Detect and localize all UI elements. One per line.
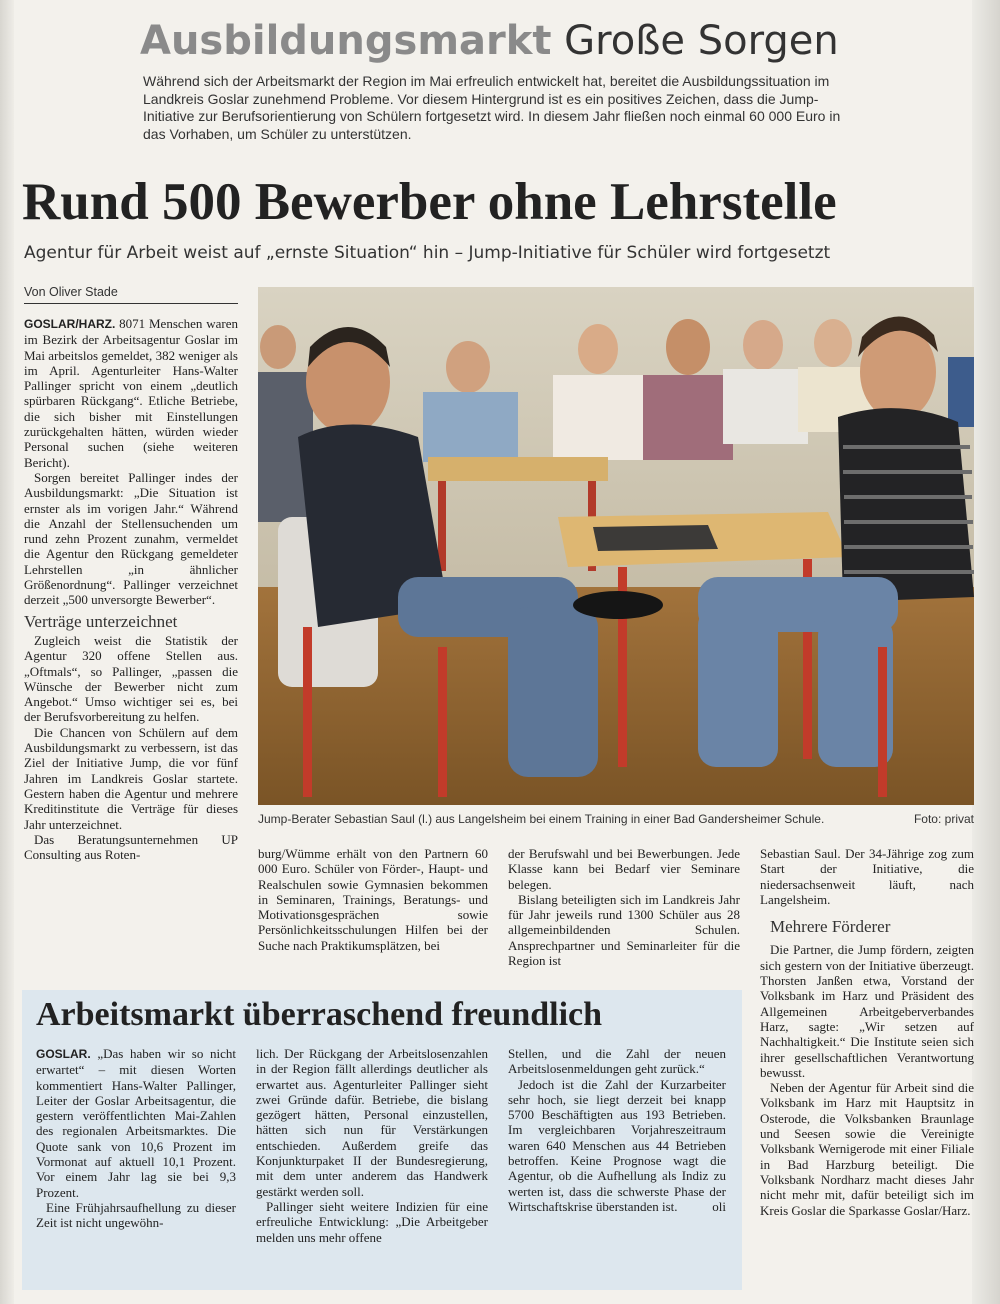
kicker-title: Große Sorgen: [564, 18, 839, 64]
col4-para-3: Neben der Agentur für Arbeit sind die Volksbank im Harz mit Hauptsitz in Osterode, die Volksbanken Braunlage und Seesen sowie die Vereinigte Volksbank Wernigerode mit einer Filiale in Bad Harzburg beteiligt. Die Volksbank Nordharz macht dieses Jahr nicht mehr mit, dafür beteiligt sich im Kreis Goslar die Sparkasse Goslar/Harz.: [760, 1080, 974, 1218]
col4-para-2: Die Partner, die Jump fördern, zeigten sich gestern von der Initiative überzeugt. Thorsten Janßen etwa, Vorstand der Volksbank im Harz und Präsident des Allgemeinen Arbeitgeberverbandes Harz, sagte: „Wir setzen auf Nachhaltigkeit.“ Die Institute seien sich ihrer gesellschaftlichen Verantwortung bewusst.: [760, 942, 974, 1080]
headline: Rund 500 Bewerber ohne Lehrstelle: [22, 173, 837, 231]
dateline: GOSLAR/HARZ.: [24, 317, 116, 331]
box-column-1: [36, 1046, 236, 1231]
box-column-2: [256, 1046, 488, 1245]
caption-text: Jump-Berater Sebastian Saul (l.) aus Langelsheim bei einem Training in einer Bad Gandersheimer Schule.: [258, 812, 825, 826]
subheading-vertraege: Verträge unterzeichnet: [24, 611, 178, 631]
box-col1-para-2: Eine Frühjahrsaufhellung zu dieser Zeit ist nicht ungewöhn-: [36, 1199, 236, 1231]
col3-para-2: Bislang beteiligten sich im Landkreis Jahr für Jahr jeweils rund 1300 Schüler aus 28 allgemeinbildenden Schulen. Ansprechpartner und Seminarleiter für die Region ist: [508, 891, 740, 969]
box-col3-para-1: Stellen, und die Zahl der neuen Arbeitslosenmeldungen geht zurück.“: [508, 1046, 726, 1077]
col1-para-1: 8071 Menschen waren im Bezirk der Arbeitsagentur Goslar im Mai arbeitslos gemeldet, 382 weniger als im April. Agenturleiter Hans-Walter Pallinger spricht von einem „deutlich spürbaren Rückgang“. Etliche Betriebe, die sich bisher mit Einstellungen zurückgehalten hätten, würden wieder Personal suchen (siehe weiteren Bericht).: [24, 316, 239, 470]
subheading-foerderer: Mehrere Förderer: [770, 917, 891, 937]
article-column-3: [508, 846, 740, 968]
box-author: oli: [712, 1198, 726, 1214]
box-col1-para-1: „Das haben wir so nicht erwartet“ – mit diesen Worten kommentiert Hans-Walter Pallinger, Leiter der Goslar Arbeitsagentur, die gestern veröffentlichten Mai-Zahlen des regionalen Arbeitsmarktes. Die Quote sank von 10,6 Prozent im Vormonat auf aktuell 10,1 Prozent. Vor einem Jahr lag sie bei 9,3 Prozent.: [36, 1046, 236, 1200]
box-headline: Arbeitsmarkt überraschend freundlich: [36, 996, 603, 1033]
col3-para-1: der Berufswahl und bei Bewerbungen. Jede Klasse kann bei Bedarf vier Seminare belegen.: [508, 846, 740, 892]
article-column-2: [258, 846, 488, 953]
photo-credit: Foto: privat: [913, 812, 974, 826]
photo-illustration: [258, 287, 974, 805]
photo-caption: [258, 812, 974, 826]
kicker-label: Ausbildungsmarkt: [140, 18, 552, 64]
page-edge-left: [0, 0, 14, 1304]
box-col2-para-1: lich. Der Rückgang der Arbeitslosenzahlen in der Region fällt allerdings deutlicher als erwartet aus. Agenturleiter Pallinger sieht zwei Gründe dafür. Betriebe, die bislang gezögert hätten, Personal einzustellen, hätten sich nun für Verstärkungen entschieden. Außerdem greife das Konjunkturpaket II der Bundesregierung, mit dem unter anderem das Handwerk gestärkt werden soll.: [256, 1046, 488, 1199]
lead-paragraph: Während sich der Arbeitsmarkt der Region im Mai erfreulich entwickelt hat, bereitet die Ausbildungssituation im Landkreis Goslar zunehmend Probleme. Vor diesem Hintergrund ist es ein positives Zeichen, dass die Jump-Initiative zur Berufsorientierung von Schülern fortgesetzt wird. In diesem Jahr fließen noch einmal 60 000 Euro in das Vorhaben, um Schüler zu unterstützen.: [143, 73, 841, 142]
subheadline: Agentur für Arbeit weist auf „ernste Situation“ hin – Jump-Initiative für Schüler wird fortgesetzt: [24, 243, 831, 263]
col4-para-1: Sebastian Saul. Der 34-Jährige zog zum Start der Initiative, die niedersachsenweit läuft, nach Langelsheim.: [760, 846, 974, 907]
col1-para-3: Zugleich weist die Statistik der Agentur 320 offene Stellen aus. „Oftmals“, so Pallinger, „passen die Wünsche der Bewerber nicht zum Angebot.“ Umso wichtiger sei es, bei der Berufsvorbereitung zu helfen.: [24, 632, 238, 725]
col1-para-5: Das Beratungsunternehmen UP Consulting aus Roten-: [24, 831, 238, 863]
article-column-4: [760, 846, 974, 1218]
kicker: [140, 18, 839, 64]
article-column-1: [24, 316, 238, 862]
box-dateline: GOSLAR.: [36, 1047, 91, 1061]
box-column-3: [508, 1046, 726, 1214]
col1-para-2: Sorgen bereitet Pallinger indes der Ausbildungsmarkt: „Die Situation ist ernster als im vorigen Jahr.“ Während die Anzahl der Stellensuchenden um rund zehn Prozent zunahm, vermeldet die Agentur den Rückgang gemeldeter Lehrstellen „in ähnlicher Größenordnung“. Pallinger verzeichnet derzeit „500 unversorgte Bewerber“.: [24, 469, 238, 608]
box-col2-para-2: Pallinger sieht weitere Indizien für eine erfreuliche Entwicklung: „Die Arbeitgeber melden uns mehr offene: [256, 1198, 488, 1245]
col1-para-4: Die Chancen von Schülern auf dem Ausbildungsmarkt zu verbessern, ist das Ziel der Initiative Jump, die vor fünf Jahren im Landkreis Goslar startete. Gestern haben die Agentur und mehrere Kreditinstitute die Verträge für dieses Jahr unterzeichnet.: [24, 724, 238, 832]
col2-para-1: burg/Wümme erhält von den Partnern 60 000 Euro. Schüler von Förder-, Haupt- und Realschulen sowie Gymnasien bekommen in Seminaren, Trainings, Beratungs- und Motivationsgesprächen sowie Persönlichkeitsschulungen Hilfen bei der Suche nach Praktikumsplätzen, bei: [258, 846, 488, 953]
box-col3-para-2: Jedoch ist die Zahl der Kurzarbeiter sehr hoch, sie liegt derzeit bei knapp 5700 Beschäftigten aus 193 Betrieben. Im vergleichbaren Vorjahreszeitraum waren 640 Menschen aus 44 Betrieben betroffen. Keine Prognose wagt die Agentur, ob die Aufhellung als Indiz zu werten ist, dass die schwerste Phase der Wirtschaftskrise überstanden ist.: [508, 1076, 726, 1214]
byline: Von Oliver Stade: [24, 285, 238, 304]
article-photo: [258, 287, 974, 805]
